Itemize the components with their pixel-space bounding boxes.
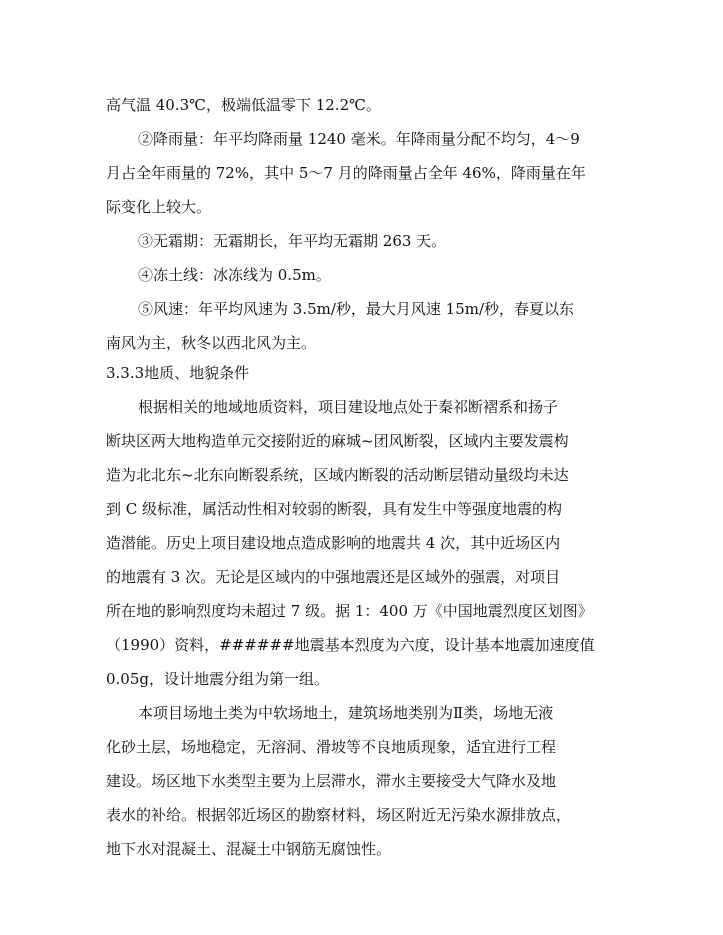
text-line: 高气温 40.3℃，极端低温零下 12.2℃。 bbox=[106, 96, 381, 114]
text-line: 0.05g，设计地震分组为第一组。 bbox=[106, 670, 330, 688]
text-line: 到 C 级标准，属活动性相对较弱的断裂，具有发生中等强度地震的构 bbox=[106, 500, 563, 518]
text-line: （1990）资料，######地震基本烈度为六度，设计基本地震加速度值 bbox=[106, 636, 595, 654]
text-line: 际变化上较大。 bbox=[106, 198, 212, 216]
text-line: ④冻土线：冰冻线为 0.5m。 bbox=[138, 266, 331, 284]
text-line: 南风为主，秋冬以西北风为主。 bbox=[106, 334, 317, 352]
text-line: 的地震有 3 次。无论是区域内的中强地震还是区域外的强震，对项目 bbox=[106, 568, 561, 586]
text-line: ⑤风速：年平均风速为 3.5m/秒，最大月风速 15m/秒，春夏以东 bbox=[138, 300, 575, 318]
text-line: ③无霜期：无霜期长，年平均无霜期 263 天。 bbox=[138, 232, 447, 250]
text-line: ②降雨量：年平均降雨量 1240 毫米。年降雨量分配不均匀，4～9 bbox=[138, 130, 580, 148]
text-line: 根据相关的地域地质资料，项目建设地点处于秦祁断褶系和扬子 bbox=[138, 398, 559, 416]
text-line: 断块区两大地构造单元交接附近的麻城~团风断裂，区域内主要发震构 bbox=[106, 432, 569, 450]
text-line: 地下水对混凝土、混凝土中钢筋无腐蚀性。 bbox=[106, 840, 392, 858]
text-line: 造为北北东~北东向断裂系统，区域内断裂的活动断层错动量级均未达 bbox=[106, 466, 569, 484]
text-line: 表水的补给。根据邻近场区的勘察材料，场区附近无污染水源排放点， bbox=[106, 806, 572, 824]
text-line: 建设。场区地下水类型主要为上层滞水，滞水主要接受大气降水及地 bbox=[106, 772, 557, 790]
section-heading: 3.3.3地质、地貌条件 bbox=[106, 364, 250, 382]
text-line: 月占全年雨量的 72%，其中 5～7 月的降雨量占全年 46%，降雨量在年 bbox=[106, 164, 586, 182]
text-line: 所在地的影响烈度均未超过 7 级。据 1：400 万《中国地震烈度区划图》 bbox=[106, 602, 593, 620]
text-line: 化砂土层，场地稳定，无溶洞、滑坡等不良地质现象，适宜进行工程 bbox=[106, 738, 557, 756]
text-line: 造潜能。历史上项目建设地点造成影响的地震共 4 次，其中近场区内 bbox=[106, 534, 561, 552]
text-line: 本项目场地土类为中软场地土，建筑场地类别为Ⅱ类，场地无液 bbox=[138, 704, 554, 722]
